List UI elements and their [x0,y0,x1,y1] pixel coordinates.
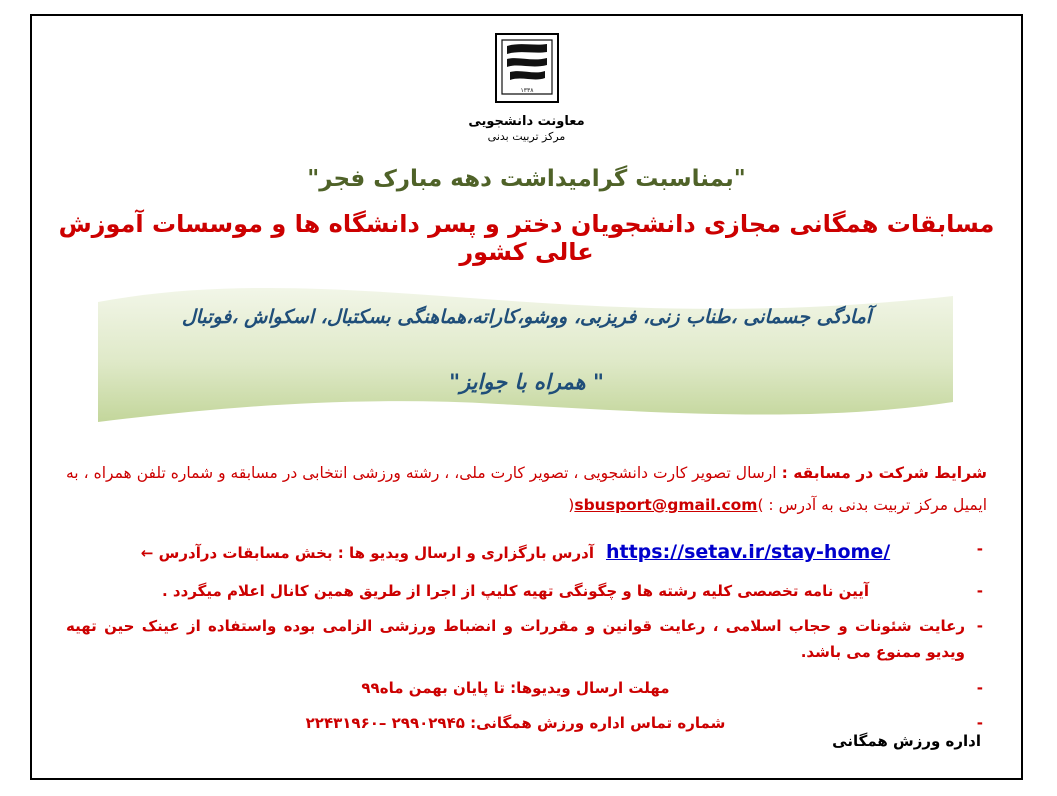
participation-conditions [66,458,987,522]
footer-signature: اداره ورزش همگانی [832,732,981,750]
headline-occasion: "بمناسبت گرامیداشت دهه مبارک فجر" [307,166,746,192]
banner-sports-list: آمادگی جسمانی ،طناب زنی، فریزبی، ووشو،کاراته،هماهنگی بسکتبال، اسکواش ،فوتبال [181,306,872,328]
upload-address-link[interactable]: - https://setav.ir/stay-home/ [605,540,891,563]
shahid-beheshti-university-logo-icon [490,32,564,106]
org-caption-secondary: مرکز تربیت بدنی [487,130,566,144]
sports-banner [32,284,1021,434]
upload-address-label: آدرس بارگزاری و ارسال ویدیو ها : بخش مسابقات درآدرس ← [140,543,594,562]
conditions-body-text: ارسال تصویر کارت دانشجویی ، تصویر کارت ملی، ، رشته ورزشی انتخابی در مسابقه و شماره تلفن همراه ، به ایمیل مرکز تربیت بدنی به آدرس : ) [66,464,987,514]
instructions-list [66,536,987,737]
list-item [66,536,987,569]
list-item: - شماره تماس اداره ورزش همگانی: ۲۹۹۰۲۹۴۵ –۲۲۴۳۱۹۶۰ [66,710,987,736]
conditions-body-tail: ( [568,495,575,514]
organization-header [32,16,1021,144]
list-item: - آیین نامه تخصصی کلیه رشته ها و چگونگی تهیه کلیپ از اجرا از طریق همین کانال اعلام میگردد . [66,578,987,604]
org-caption-primary: معاونت دانشجویی [468,114,585,129]
banner-prizes: " همراه با جوایز" [449,370,604,394]
list-item: - مهلت ارسال ویدیوها: تا پایان بهمن ماه۹۹ [66,675,987,701]
headline-title: مسابقات همگانی مجازی دانشجویان دختر و پسر دانشگاه ها و موسسات آموزش عالی کشور [58,210,995,266]
list-item: - رعایت شئونات و حجاب اسلامی ، رعایت قوانین و مقررات و انضباط ورزشی الزامی بوده واستفاده از عینک حین تهیه ویدیو ممنوع می باشد. [66,613,987,666]
conditions-lead-label: شرایط شرکت در مسابقه : [781,464,987,482]
contact-email-link[interactable]: sbusport@gmail.com [574,495,758,514]
svg-text:۱۳۳۸: ۱۳۳۸ [520,87,533,94]
poster-page [30,14,1023,780]
